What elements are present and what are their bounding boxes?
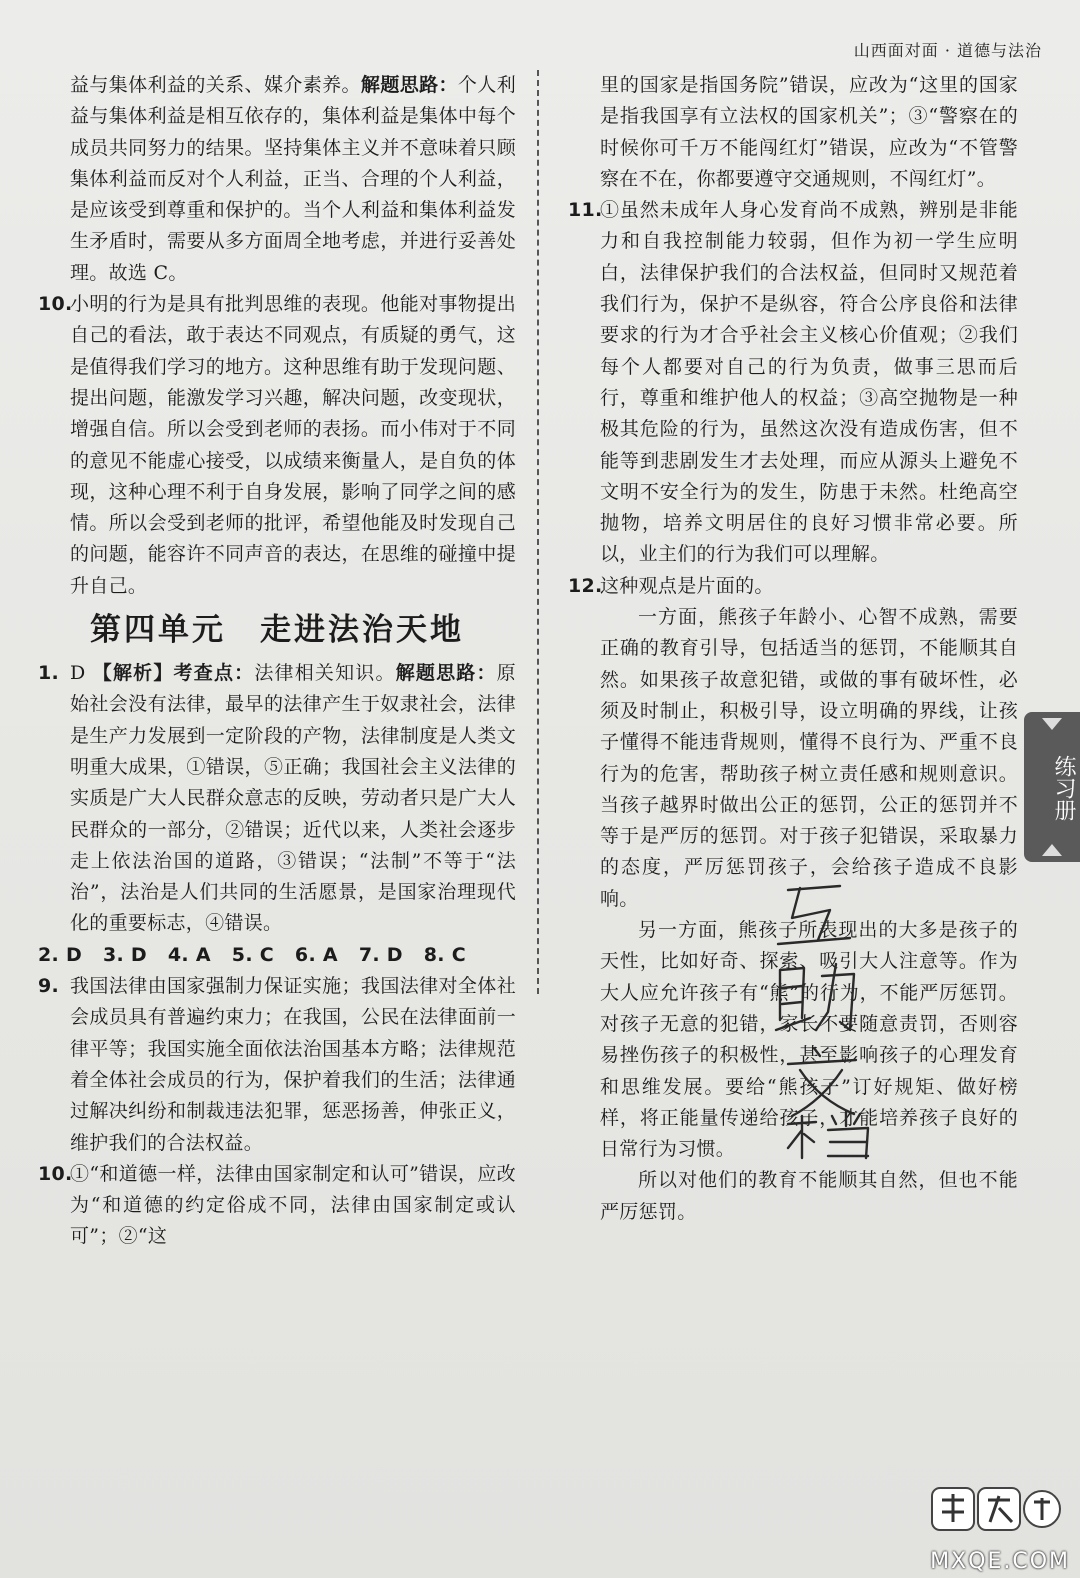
analysis-topic: 法律相关知识。 — [254, 662, 396, 685]
side-tab — [1024, 712, 1080, 862]
continued-text: 里的国家是指国务院”错误，应改为“这里的国家是指我国享有立法权的国家机关”；③“警察在的时候你可千万不能闯红灯”错误，应改为“不管警察在不在，你都要遵守交通规则，不闯红灯”。 — [600, 74, 1018, 190]
answer-item-10 — [38, 289, 516, 602]
short-answer: 3. D — [102, 943, 147, 966]
item-text: 我国法律由国家强制力保证实施；我国法律对全体社会成员具有普遍约束力；在我国，公民在法律面前一律平等；我国实施全面依法治国基本方略；法律规范着全体社会成员的行为，保护着我们的生活；法律通过解决纠纷和制裁违法犯罪，惩恶扬善，伸张正义，维护我们的合法权益。 — [70, 975, 516, 1154]
triangle-down-icon — [1042, 718, 1062, 730]
short-answer: 7. D — [358, 943, 403, 966]
short-answer: 4. A — [167, 943, 211, 966]
watermark-text: MXQE.COM — [930, 1549, 1070, 1574]
answer-item-12 — [568, 571, 1018, 602]
item-number: 1. — [38, 662, 60, 685]
intro-line-2: 个人利益与集体利益是相互依存的，集体利益是集体中每个成员共同努力的结果。坚持集体主义并不意味着只顾集体利益而反对个人利益，正当、合理的个人利益，是应该受到尊重和保护的。当个人利益和集体利益发生矛盾时，需要从多方面周全地考虑，并进行妥善处理。故选 C。 — [70, 74, 516, 284]
left-column — [38, 70, 516, 1253]
page-header: 山西面对面 · 道德与法治 — [853, 41, 1042, 60]
item-number: 9. — [38, 975, 60, 998]
answer-item-1 — [38, 658, 516, 940]
item-number: 11. — [568, 199, 603, 222]
answer-item-10b — [38, 1159, 516, 1253]
short-answer: 6. A — [294, 943, 338, 966]
item-answer: D — [70, 662, 86, 685]
essay-paragraph: 另一方面，熊孩子所表现出的大多是孩子的天性，比如好奇、探索、吸引大人注意等。作为大人应允许孩子有“熊”的行为，不能严厉惩罚。对孩子无意的犯错，家长不要随意责罚，否则容易挫伤孩子的积极性，甚至影响孩子的心理发育和思维发展。要给“熊孩子”订好规矩、做好榜样，将正能量传递给孩子，才能培养孩子良好的日常行为习惯。 — [600, 919, 1018, 1161]
triangle-up-icon — [1042, 844, 1062, 856]
side-tab-label: 练习册 — [1051, 755, 1076, 821]
intro-paragraph — [38, 70, 516, 289]
idea-label: 解题思路： — [395, 662, 497, 685]
short-answer: 5. C — [231, 943, 274, 966]
essay-paragraph: 所以对他们的教育不能顺其自然，但也不能严厉惩罚。 — [600, 1169, 1018, 1223]
unit-title: 第四单元 走进法治天地 — [90, 612, 464, 649]
answer-item-9 — [38, 971, 516, 1159]
item-number: 10. — [38, 293, 73, 316]
short-answers — [38, 940, 516, 971]
answer-item-11 — [568, 195, 1018, 571]
intro-bold-label: 解题思路： — [360, 74, 458, 96]
intro-line-1: 益与集体利益的关系、媒介素养。 — [70, 74, 361, 96]
item-text: 原始社会没有法律，最早的法律产生于奴隶社会，法律是生产力发展到一定阶段的产物，法律制度是人类文明重大成果，①错误，⑤正确；我国社会主义法律的实质是广大人民群众意志的反映，劳动者只是广大人民群众的一部分，②错误；近代以来，人类社会逐步走上依法治国的道路，③错误；“法制”不等于“法治”，法治是人们共同的生活愿景，是国家治理现代化的重要标志，④错误。 — [70, 662, 516, 935]
handwriting-mark-icon — [770, 880, 890, 1160]
item-text: ①虽然未成年人身心发育尚不成熟，辨别是非能力和自我控制能力较弱，但作为初一学生应明白，法律保护我们的合法权益，但同时又规范着我们行为，保护不是纵容，符合公序良俗和法律要求的行为才合乎社会主义核心价值观；②我们每个人都要对自己的行为负责，做事三思而后行，尊重和维护他人的权益；③高空抛物是一种极其危险的行为，虽然这次没有造成伤害，但不能等到悲剧发生才去处理，而应从源头上避免不文明不安全行为的发生，防患于未然。杜绝高空抛物，培养文明居住的良好习惯非常必要。所以，业主们的行为我们可以理解。 — [600, 199, 1018, 566]
short-answer: 2. D — [38, 943, 83, 966]
item-number: 10. — [38, 1162, 73, 1185]
essay-paragraph: 一方面，熊孩子年龄小、心智不成熟，需要正确的教育引导，包括适当的惩罚，不能顺其自然。如果孩子故意犯错，或做的事有破坏性，必须及时制止，积极引导，设立明确的界线，让孩子懂得不能违背规则，懂得不良行为、严重不良行为的危害，帮助孩子树立责任感和规则意识。当孩子越界时做出公正的惩罚，公正的惩罚并不等于是严厉的惩罚。对于孩子犯错误，采取暴力的态度，严厉惩罚孩子，会给孩子造成不良影响。 — [600, 606, 1018, 910]
item-text: ①“和道德一样，法律由国家制定和认可”错误，应改为“和道德的约定俗成不同，法律由国家制定或认可”；②“这 — [70, 1162, 516, 1248]
analysis-label: 【解析】考查点： — [92, 662, 255, 685]
short-answer: 8. C — [423, 943, 466, 966]
item-number: 12. — [568, 574, 603, 597]
column-divider — [537, 70, 539, 994]
item-text: 小明的行为是具有批判思维的表现。他能对事物提出自己的看法，敢于表达不同观点，有质疑的勇气，这是值得我们学习的地方。这种思维有助于发现问题、提出问题，能激发学习兴趣，解决问题，改变现状，增强自信。所以会受到老师的表扬。而小伟对于不同的意见不能虚心接受，以成绩来衡量人，是自负的体现，这种心理不利于自身发展，影响了同学之间的感情。所以会受到老师的批评，希望他能及时发现自己的问题，能容许不同声音的表达，在思维的碰撞中提升自己。 — [70, 293, 516, 597]
item-text: 这种观点是片面的。 — [600, 574, 774, 597]
